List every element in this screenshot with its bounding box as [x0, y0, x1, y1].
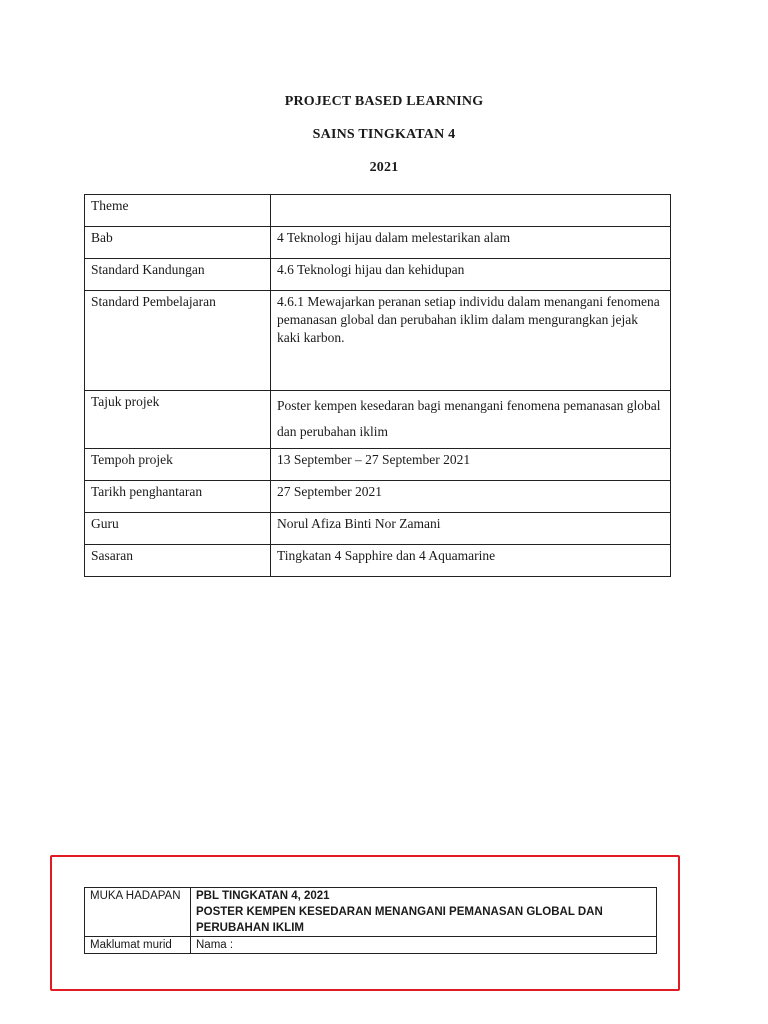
- row-label: Tempoh projek: [85, 449, 271, 481]
- table-row: [85, 449, 671, 481]
- document-title: PROJECT BASED LEARNING: [284, 94, 484, 109]
- row-value: Norul Afiza Binti Nor Zamani: [271, 513, 671, 545]
- project-info-table: [84, 194, 671, 577]
- table-row: [85, 481, 671, 513]
- row-label: Standard Kandungan: [85, 259, 271, 291]
- table-row: [85, 937, 657, 954]
- row-value: [271, 195, 671, 227]
- row-label: Tajuk projek: [85, 391, 271, 449]
- table-row: [85, 513, 671, 545]
- table-row: [85, 291, 671, 391]
- cover-title: PBL TINGKATAN 4, 2021: [196, 890, 330, 902]
- row-value: 4 Teknologi hijau dalam melestarikan alam: [271, 227, 671, 259]
- row-value: Tingkatan 4 Sapphire dan 4 Aquamarine: [271, 545, 671, 577]
- document-year: 2021: [369, 160, 399, 175]
- table-row: [85, 227, 671, 259]
- row-value: 4.6.1 Mewajarkan peranan setiap individu dalam menangani fenomena pemanasan global dan perubahan iklim dalam mengurangkan jejak kaki karbon.: [271, 291, 671, 391]
- cover-subtitle: POSTER KEMPEN KESEDARAN MENANGANI PEMANASAN GLOBAL DAN PERUBAHAN IKLIM: [196, 906, 603, 934]
- table-row: [85, 195, 671, 227]
- row-label: Tarikh penghantaran: [85, 481, 271, 513]
- cover-page-table: [84, 887, 657, 954]
- document-subtitle: SAINS TINGKATAN 4: [312, 127, 456, 142]
- table-row: [85, 545, 671, 577]
- row-value: 4.6 Teknologi hijau dan kehidupan: [271, 259, 671, 291]
- row-label: Bab: [85, 227, 271, 259]
- row-value: Poster kempen kesedaran bagi menangani fenomena pemanasan global dan perubahan iklim: [271, 391, 671, 449]
- row-label: Standard Pembelajaran: [85, 291, 271, 391]
- student-info-label: Maklumat murid: [85, 937, 191, 954]
- table-row: [85, 888, 657, 937]
- student-name-field: Nama :: [191, 937, 657, 954]
- row-label: Sasaran: [85, 545, 271, 577]
- row-label: Theme: [85, 195, 271, 227]
- row-value: 27 September 2021: [271, 481, 671, 513]
- table-row: [85, 391, 671, 449]
- table-row: [85, 259, 671, 291]
- row-label: Guru: [85, 513, 271, 545]
- row-value: 13 September – 27 September 2021: [271, 449, 671, 481]
- cover-title-cell: [191, 888, 657, 937]
- cover-label: MUKA HADAPAN: [85, 888, 191, 937]
